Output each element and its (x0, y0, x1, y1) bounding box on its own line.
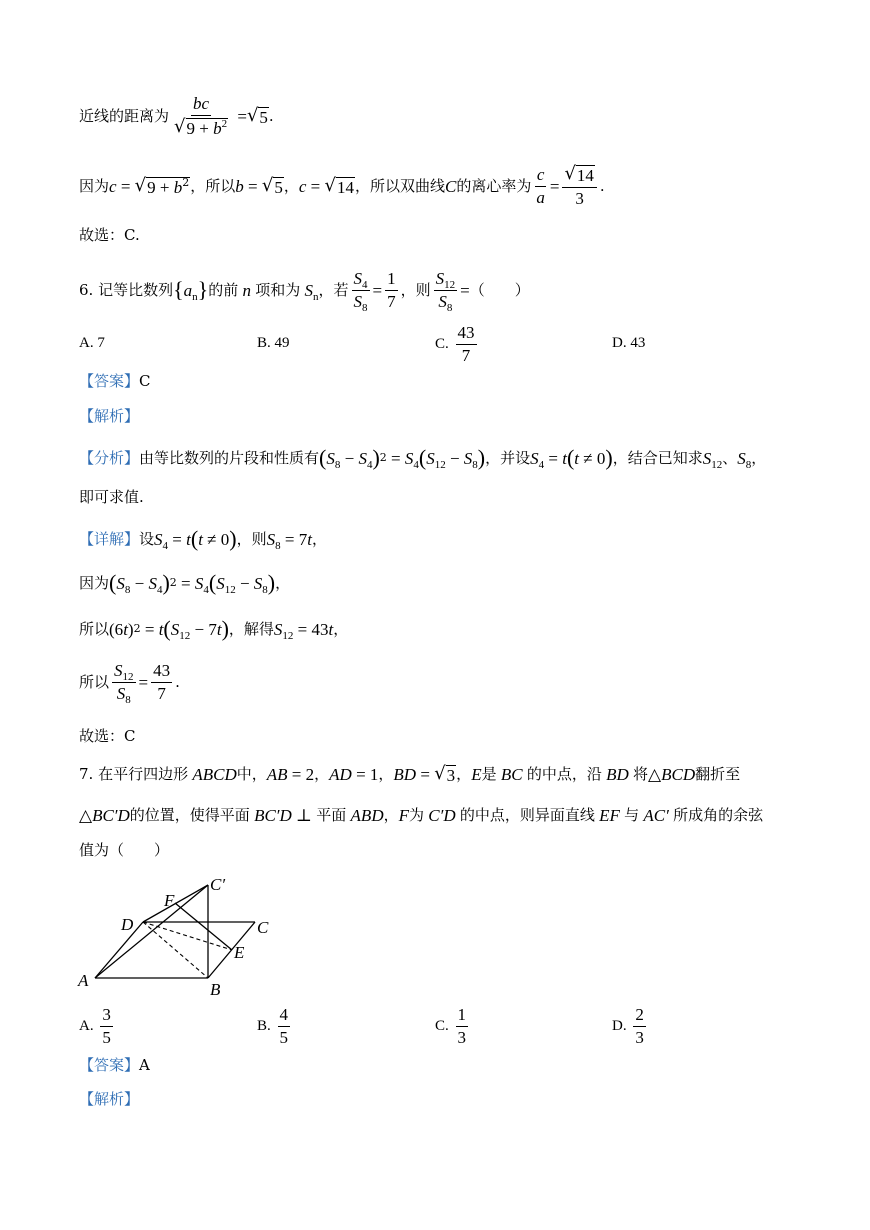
q7-option-b: B. $\frac{4}{5}$ (257, 1005, 289, 1047)
q7-option-a: A. $\frac{3}{5}$ (79, 1005, 111, 1047)
q6-detail-3: 所以 (6 t ) 2 = t ( $S_{12}$ − 7 t ) ，解得 $S_{12}$ = 43 t ， (79, 616, 349, 642)
q6-detail-1: 【详解】 设 $S_4$ = t ( t ≠ 0 ) ，则 $S_8$ = 7 t ， (79, 526, 327, 552)
q6-option-c: C. $\frac{43}{7}$ (435, 323, 475, 365)
q6-option-b: B. 49 (257, 335, 290, 351)
q7-option-d: D. $\frac{2}{3}$ (612, 1005, 644, 1047)
q7-jiexi-tag: 【解析】 (79, 1090, 140, 1108)
conclusion-2: 故选：C (79, 727, 136, 745)
parallelogram-fold-figure (75, 870, 285, 1000)
q6-answer: 【答案】 C (79, 372, 151, 390)
q6-jiexi-tag: 【解析】 (79, 407, 140, 425)
q7-answer: 【答案】 A (79, 1056, 150, 1074)
edge-AD (95, 922, 143, 978)
segment-FE (175, 903, 232, 950)
label-C: C (257, 918, 269, 937)
q6-analysis: 【分析】 由等比数列的片段和性质有 ( $S_8$ − $S_4$ ) 2 = $S_4$ ( $S_{12}$ − $S_8$ ) ，并设 $S_4$ = t ( t ≠ 0 ) ，结合已知求 $S_{12}$ 、 $S_8$ ， (79, 445, 767, 471)
label-Cprime: C′ (210, 875, 226, 894)
q6-option-a: A. 7 (79, 335, 105, 351)
question-7-line3: 值为（ ） (79, 841, 170, 859)
label-F: F (164, 891, 175, 910)
q6-analysis-cont: 即可求值. (79, 488, 144, 506)
q6-detail-2: 因为 ( $S_8$ − $S_4$ ) 2 = $S_4$ ( $S_{12}$ − $S_8$ ) ， (79, 570, 291, 596)
line-asymptote-distance: 近线的距离为 bc √ $9 + b^2$ = √ 5 . (79, 94, 274, 138)
q7-option-c: C. $\frac{1}{3}$ (435, 1005, 467, 1047)
q6-detail-4: 所以 $\frac{S_{12}}{S_8}$ = $\frac{43}{7}$ . (79, 661, 180, 706)
question-7-line2: △ BC′D 的位置，使得平面 BC′D ⊥ 平面 ABD ， F 为 C′D 的中点，则异面直线 EF 与 AC′ 所成角的余弦 (79, 806, 764, 825)
label-B: B (210, 980, 221, 999)
label-E: E (234, 943, 245, 962)
dashed-DE (143, 922, 232, 950)
label-A: A (78, 971, 89, 990)
q6-option-d: D. 43 (612, 335, 646, 351)
conclusion-1: 故选：C. (79, 226, 140, 244)
line-eccentricity: 因为 c = √ $9 + b^2$ ，所以 b = √ 5 ， c = √ 14 ，所以双曲线 C 的离心率为 $\frac{c}{a}$ = √ 14 3 . (79, 163, 605, 208)
label-D: D (121, 915, 134, 934)
question-7-line1: 7. 在平行四边形 ABCD 中， AB = 2 ， AD = 1 ， BD = √ 3 ， E 是 BC 的中点，沿 BD 将 △ BCD 翻折至 (79, 763, 741, 785)
question-6: 6. 记等比数列 { $a_n$ } 的前 n 项和为 $S_n$ ，若 $\frac{S_4}{S_8}$ = $\frac{1}{7}$ ，则 $\frac{S_{12}}{S_8}$ = （ ） (79, 269, 530, 314)
